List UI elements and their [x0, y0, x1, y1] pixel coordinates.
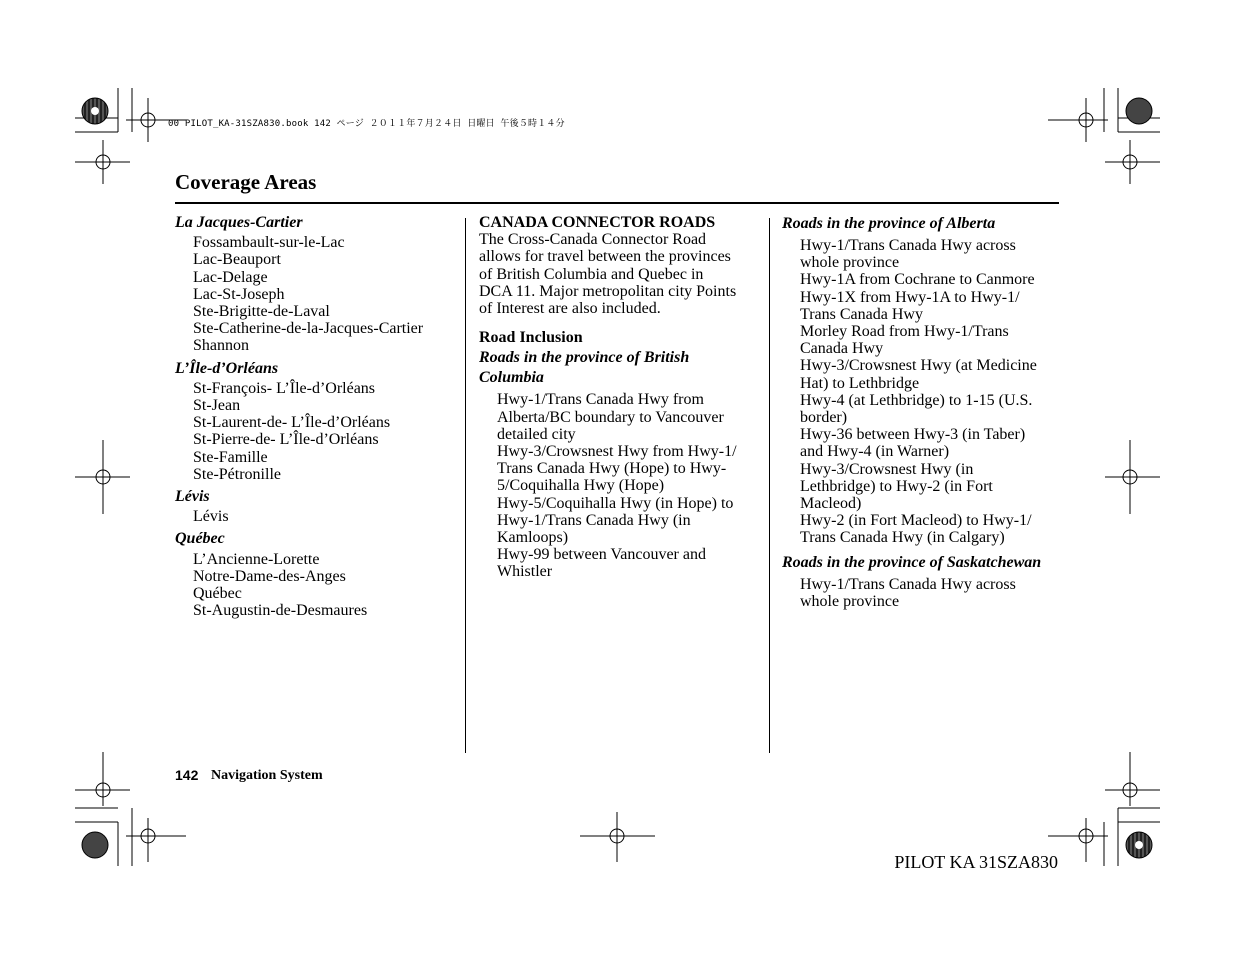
road-line: Hwy-2 (in Fort Macleod) to Hwy-1/	[800, 512, 1032, 530]
area-title: Québec	[175, 530, 225, 548]
paragraph-line: DCA 11. Major metropolitan city Points	[479, 282, 737, 300]
area-title: La Jacques-Cartier	[175, 214, 303, 231]
province-title	[479, 348, 761, 388]
road-item	[782, 426, 1062, 460]
area-title: L’Île-d’Orléans	[175, 359, 279, 377]
road-item	[782, 289, 1062, 323]
title-rule	[175, 202, 1059, 204]
page-number: 142	[175, 767, 199, 783]
area-title: Lévis	[175, 488, 210, 506]
road-line: Hwy-1/Trans Canada Hwy across	[800, 575, 1016, 593]
document-code: PILOT KA 31SZA830	[894, 852, 1058, 872]
road-line: and Hwy-4 (in Warner)	[800, 443, 950, 461]
paragraph-line: of Interest are also included.	[479, 300, 661, 318]
road-item	[782, 357, 1062, 391]
section-label: Navigation System	[211, 768, 323, 783]
list-item: Québec	[193, 585, 242, 603]
road-item	[782, 576, 1062, 610]
area-group	[175, 488, 455, 525]
left-column	[175, 212, 455, 619]
road-line: border)	[800, 409, 848, 427]
road-line: Hwy-3/Crowsnest Hwy (at Medicine	[800, 357, 1037, 375]
road-line: Hwy-3/Crowsnest Hwy from Hwy-1/	[497, 443, 737, 461]
road-line: Trans Canada Hwy (Hope) to Hwy-	[497, 460, 727, 478]
road-line: Morley Road from Hwy-1/Trans	[800, 323, 1009, 341]
section-heading: CANADA CONNECTOR ROADS	[479, 214, 716, 231]
road-item	[782, 271, 1062, 288]
column-divider	[465, 218, 466, 753]
road-line: 5/Coquihalla Hwy (Hope)	[497, 477, 665, 495]
list-item: Ste-Famille	[193, 448, 268, 466]
road-item	[782, 237, 1062, 271]
road-line: Alberta/BC boundary to Vancouver	[497, 408, 724, 426]
road-line: Hwy-1X from Hwy-1A to Hwy-1/	[800, 288, 1020, 306]
road-line: Trans Canada Hwy (in Calgary)	[800, 529, 1005, 547]
list-item: Ste-Pétronille	[193, 465, 281, 483]
right-column	[782, 212, 1062, 610]
province-title: Roads in the province of Saskatchewan	[782, 553, 1042, 571]
road-item	[479, 495, 761, 547]
list-item: St-Augustin-de-Desmaures	[193, 602, 368, 620]
province-title: Roads in the province of Alberta	[782, 215, 996, 232]
road-line: whole province	[800, 592, 900, 610]
list-item: Fossambault-sur-le-Lac	[193, 234, 345, 252]
area-group	[175, 214, 455, 355]
road-item	[479, 443, 761, 495]
list-item: Shannon	[193, 337, 249, 355]
road-item	[479, 391, 761, 443]
list-item: Ste-Catherine-de-la-Jacques-Cartier	[193, 320, 424, 338]
road-line: Canada Hwy	[800, 340, 884, 358]
province-title-line: Roads in the province of British	[479, 349, 690, 367]
page-title: Coverage Areas	[175, 170, 317, 194]
middle-column	[479, 212, 761, 581]
list-item: St-Pierre-de- L’Île-d’Orléans	[193, 431, 379, 449]
paragraph-line: The Cross-Canada Connector Road	[479, 231, 707, 249]
road-item	[782, 512, 1062, 546]
list-item: St-Jean	[193, 397, 241, 415]
subheading: Road Inclusion	[479, 329, 583, 347]
province-title-line: Columbia	[479, 369, 544, 387]
road-line: Hwy-1A from Cochrane to Canmore	[800, 271, 1035, 289]
list-item: Notre-Dame-des-Anges	[193, 567, 346, 585]
road-item	[782, 392, 1062, 426]
column-divider	[769, 218, 770, 753]
paragraph-line: allows for travel between the provinces	[479, 248, 731, 266]
road-item	[479, 546, 761, 580]
list-item: St-Laurent-de- L’Île-d’Orléans	[193, 414, 391, 432]
road-line: Hwy-4 (at Lethbridge) to 1-15 (U.S.	[800, 391, 1033, 409]
road-line: detailed city	[497, 425, 576, 443]
road-line: whole province	[800, 254, 900, 272]
road-line: Hwy-3/Crowsnest Hwy (in	[800, 460, 974, 478]
list-item: St-François- L’Île-d’Orléans	[193, 379, 376, 397]
intro-paragraph	[479, 231, 761, 317]
road-line: Kamloops)	[497, 529, 569, 547]
print-header: 00 PILOT_KA-31SZA830.book 142 ページ ２０１１年７月２４日 日曜日 午後５時１４分	[168, 119, 565, 129]
area-group	[175, 360, 455, 483]
road-line: Hwy-1/Trans Canada Hwy (in	[497, 511, 691, 529]
road-line: Hat) to Lethbridge	[800, 374, 920, 392]
road-line: Hwy-1/Trans Canada Hwy across	[800, 237, 1016, 254]
road-line: Whistler	[497, 563, 553, 581]
paragraph-line: of British Columbia and Quebec in	[479, 265, 704, 283]
area-group	[175, 530, 455, 619]
road-line: Hwy-5/Coquihalla Hwy (in Hope) to	[497, 494, 734, 512]
list-item: Lac-Delage	[193, 268, 268, 286]
road-item	[782, 323, 1062, 357]
road-line: Hwy-36 between Hwy-3 (in Taber)	[800, 426, 1026, 444]
road-line: Lethbridge) to Hwy-2 (in Fort	[800, 477, 993, 495]
road-line: Macleod)	[800, 495, 862, 513]
list-item: L’Ancienne-Lorette	[193, 550, 320, 568]
list-item: Lévis	[193, 508, 229, 526]
road-line: Hwy-99 between Vancouver and	[497, 546, 706, 564]
list-item: Lac-St-Joseph	[193, 285, 285, 303]
list-item: Ste-Brigitte-de-Laval	[193, 303, 330, 321]
road-item	[782, 461, 1062, 513]
road-line: Trans Canada Hwy	[800, 305, 923, 323]
list-item: Lac-Beauport	[193, 251, 281, 269]
road-line: Hwy-1/Trans Canada Hwy from	[497, 391, 704, 409]
